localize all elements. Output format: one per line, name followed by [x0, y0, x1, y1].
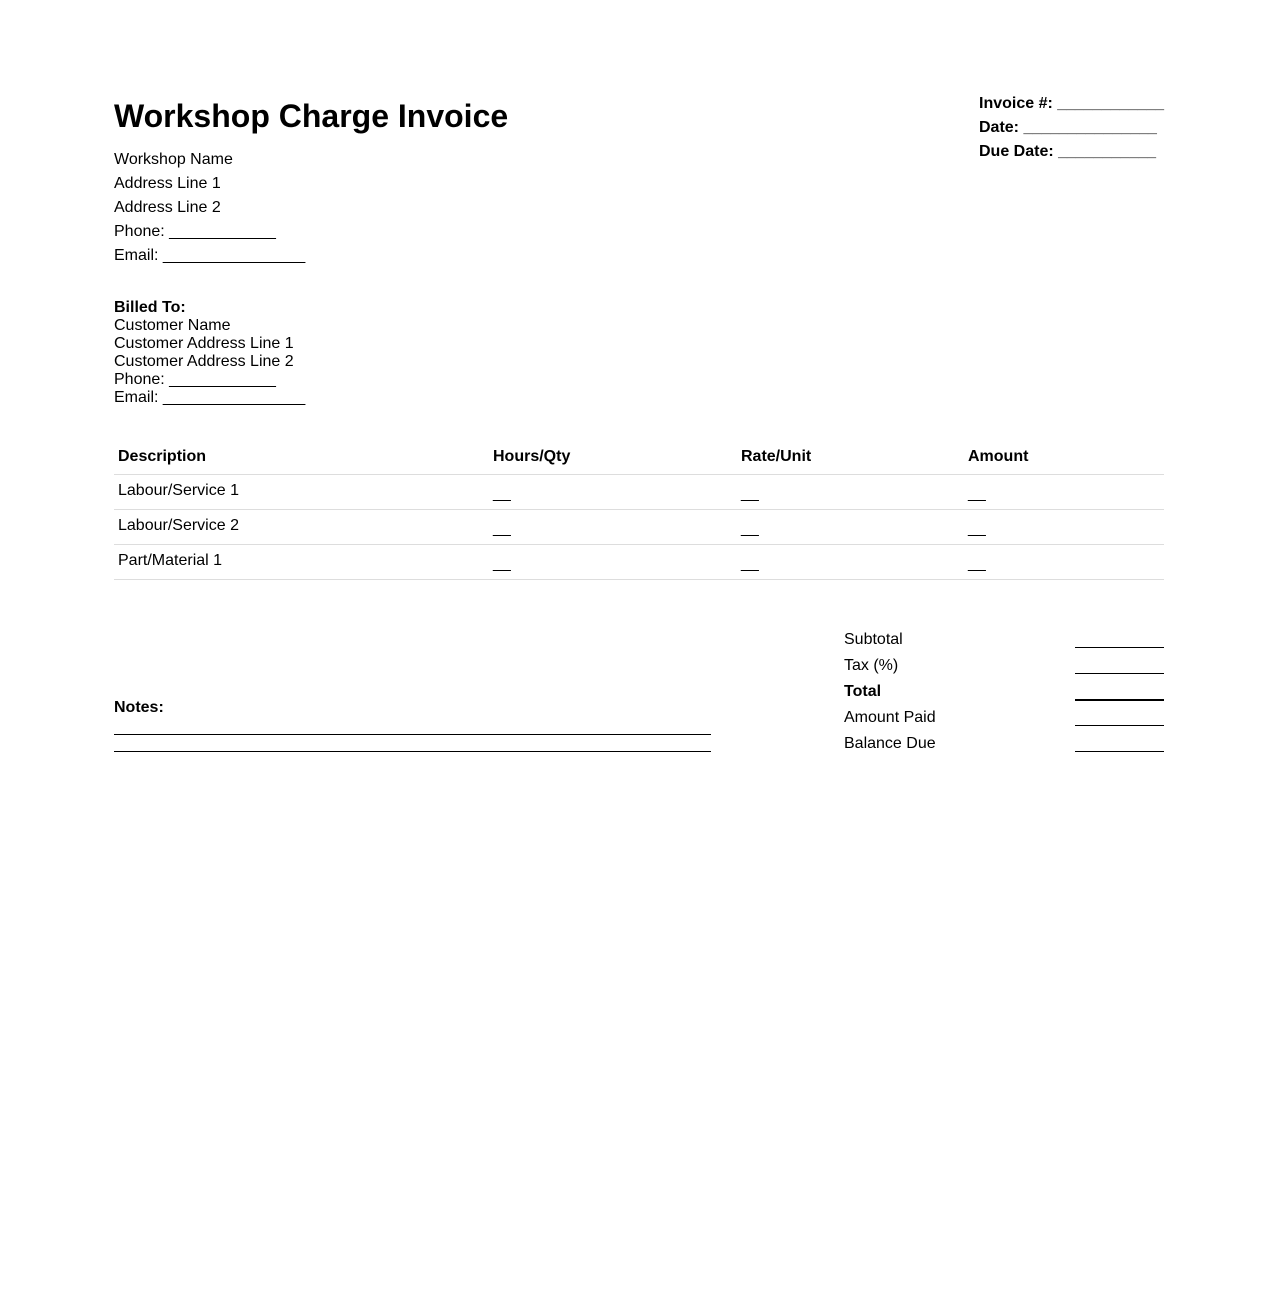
item-description: Labour/Service 1: [118, 482, 239, 499]
invoice-title: Workshop Charge Invoice: [114, 98, 509, 134]
header-amount: Amount: [964, 439, 1164, 475]
total-blank: [1075, 699, 1164, 701]
invoice-meta: [979, 92, 1164, 164]
item-rate: __: [741, 485, 759, 502]
workshop-info: [114, 148, 305, 268]
workshop-address-line-2: Address Line 2: [114, 199, 221, 216]
notes-line: [114, 735, 711, 752]
customer-phone: Phone: ____________: [114, 371, 276, 388]
item-rate: __: [741, 555, 759, 572]
notes-section: [114, 698, 711, 752]
invoice-number-field: Invoice #: ____________: [979, 95, 1165, 112]
item-amount: __: [968, 555, 986, 572]
header-description: Description: [114, 439, 489, 475]
totals-section: [844, 628, 1164, 758]
header-hours-qty: Hours/Qty: [489, 439, 737, 475]
workshop-address-line-1: Address Line 1: [114, 175, 221, 192]
item-qty: __: [493, 520, 511, 537]
amount-paid-row: [844, 706, 1164, 732]
subtotal-blank: [1075, 647, 1164, 648]
tax-row: [844, 654, 1164, 680]
items-table: [114, 439, 1164, 580]
total-label: Total: [844, 683, 882, 700]
item-description: Part/Material 1: [118, 552, 223, 569]
table-row: [114, 545, 1164, 580]
item-rate: __: [741, 520, 759, 537]
tax-label: Tax (%): [844, 657, 899, 674]
item-qty: __: [493, 485, 511, 502]
customer-address-line-2: Customer Address Line 2: [114, 353, 294, 370]
customer-name: Customer Name: [114, 317, 231, 334]
amount-paid-label: Amount Paid: [844, 709, 936, 726]
notes-label: Notes:: [114, 699, 164, 716]
table-header-row: [114, 439, 1164, 475]
workshop-email: Email: ________________: [114, 247, 306, 264]
billed-to-label: Billed To:: [114, 299, 186, 316]
balance-due-label: Balance Due: [844, 735, 936, 752]
tax-blank: [1075, 673, 1164, 674]
customer-address-line-1: Customer Address Line 1: [114, 335, 294, 352]
billed-to-section: [114, 299, 305, 407]
workshop-name: Workshop Name: [114, 151, 233, 168]
item-description: Labour/Service 2: [118, 517, 239, 534]
header-rate-unit: Rate/Unit: [737, 439, 964, 475]
balance-due-blank: [1075, 751, 1164, 752]
amount-paid-blank: [1075, 725, 1164, 726]
subtotal-row: [844, 628, 1164, 654]
table-row: [114, 475, 1164, 510]
invoice-date-field: Date: _______________: [979, 119, 1157, 136]
table-row: [114, 510, 1164, 545]
invoice-due-date-field: Due Date: ___________: [979, 143, 1157, 160]
item-amount: __: [968, 520, 986, 537]
balance-due-row: [844, 732, 1164, 758]
total-row: [844, 680, 1164, 706]
item-qty: __: [493, 555, 511, 572]
item-amount: __: [968, 485, 986, 502]
subtotal-label: Subtotal: [844, 631, 903, 648]
workshop-phone: Phone: ____________: [114, 223, 276, 240]
customer-email: Email: ________________: [114, 389, 306, 406]
notes-line: [114, 718, 711, 735]
